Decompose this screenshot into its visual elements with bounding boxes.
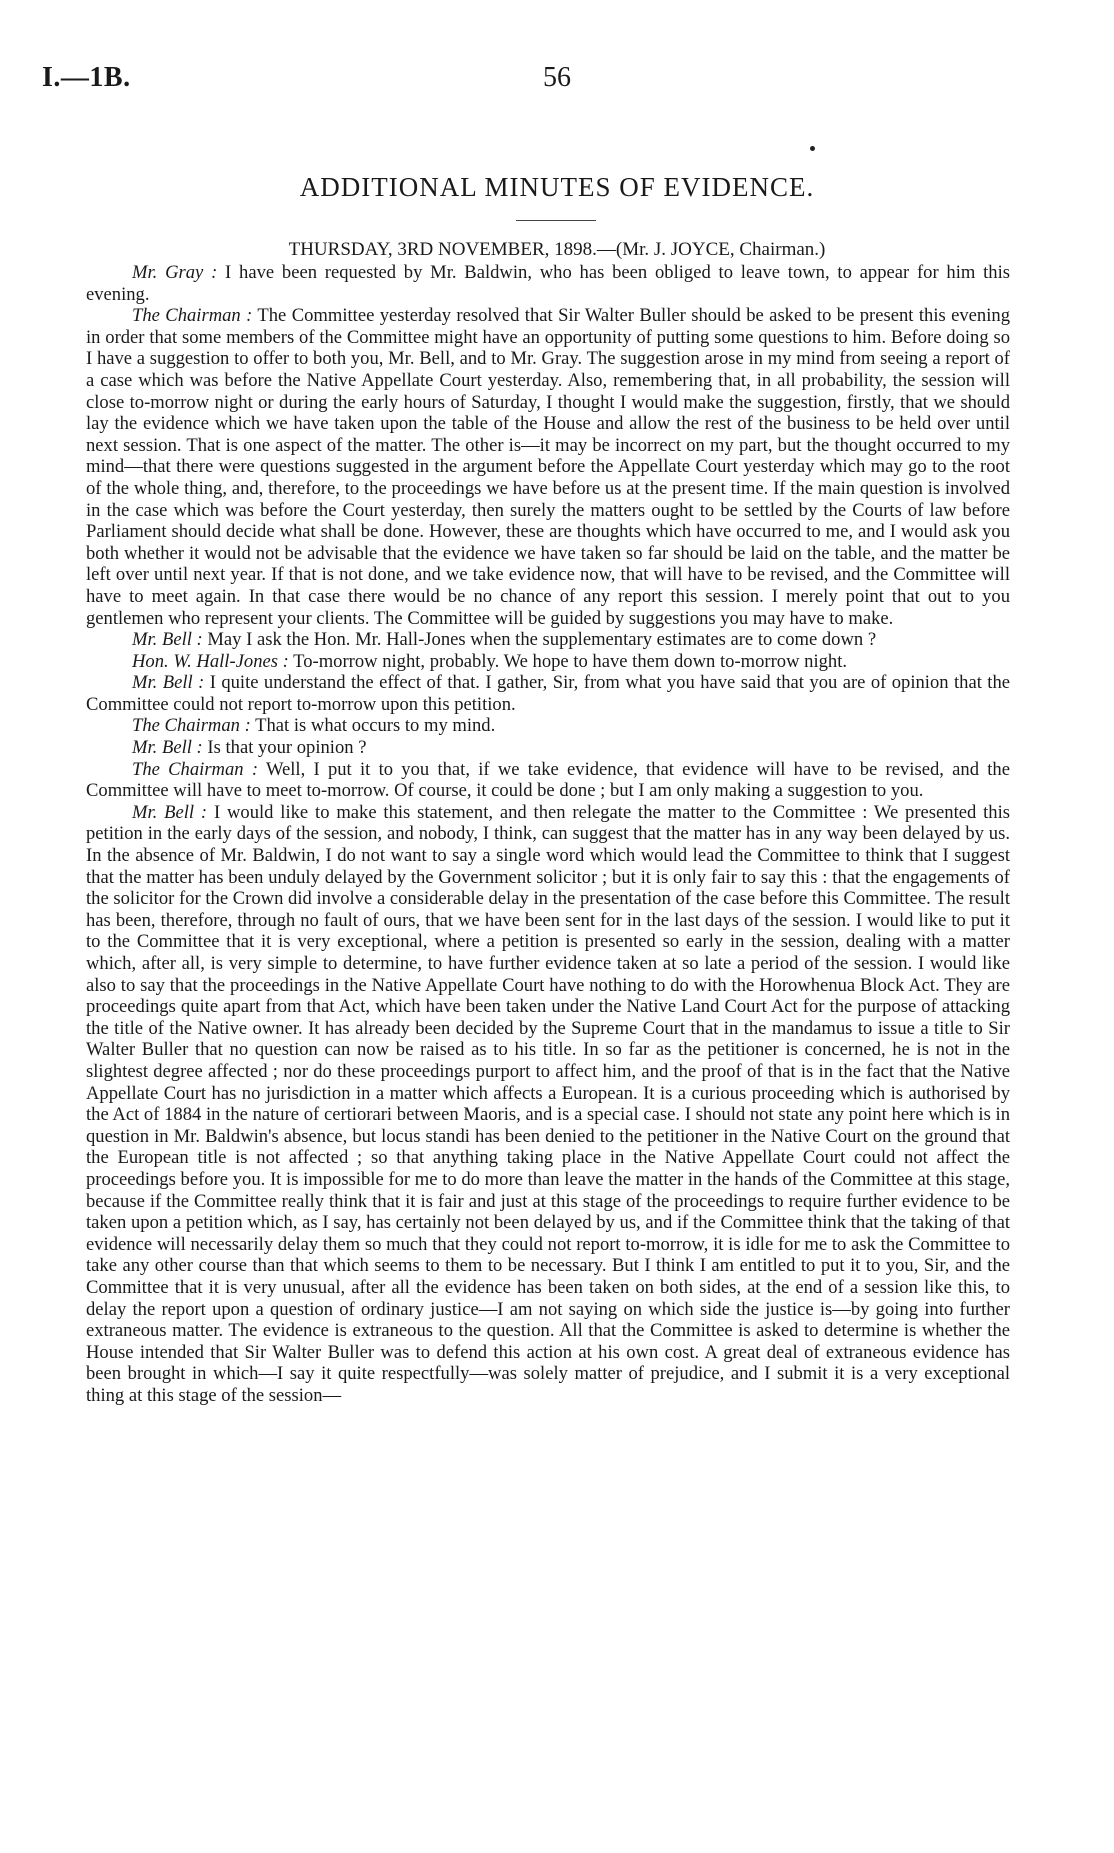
paragraph: [86, 715, 1010, 737]
paragraph: [86, 802, 1010, 1407]
speaker: Mr. Bell :: [132, 672, 205, 694]
paragraph-text: Well, I put it to you that, if we take evidence, that evidence will have to be revised, and the Committee will have to meet to-morrow. Of course, it could be done ; but I am only making a suggestion to you.: [86, 758, 1010, 802]
speaker: The Chairman :: [132, 758, 259, 780]
minutes-body: [86, 262, 1010, 1406]
speaker: The Chairman :: [132, 305, 253, 327]
paragraph-text: The Committee yesterday resolved that Sir Walter Buller should be asked to be present this evening in order that some members of the Committee might have an opportunity of putting some questions to him. Before doing so I have a suggestion to offer to both you, Mr. Bell, and to Mr. Gray. The suggestion arose in my mind from seeing a report of a case which was before the Native Appellate Court yesterday. Also, remembering that, in all probability, the session will close to-morrow night or during the early hours of Saturday, I thought I would make the suggestion, firstly, that we should lay the evidence which we have taken upon the table of the House and allow the rest of the business to be held over until next session. That is one aspect of the matter. The other is—it may be incorrect on my part, but the thought occurred to my mind—that there were questions suggested in the argument before the Appellate Court yesterday which may go to the root of the whole thing, and, therefore, to the proceedings we have before us at the present time. If the main question is involved in the case which was before the Court yesterday, then surely the matters ought to be settled by the Courts of law before Parliament should decide what shall be done. However, these are thoughts which have occurred to me, and I would ask you both whether it would not be advisable that the evidence we have taken so far should be laid on the table, and the matter be left over until next year. If that is not done, and we take evidence now, that will have to be revised, and the Committee will have to meet again. In that case there would be no chance of any report this session. I merely point that out to you gentlemen who represent your clients. The Committee will be guided by suggestions you may have to make.: [86, 305, 1010, 629]
paragraph: [86, 672, 1010, 715]
speaker: Hon. W. Hall-Jones :: [132, 650, 289, 672]
paragraph: [86, 737, 1010, 759]
paragraph-text: I would like to make this statement, and then relegate the matter to the Committee : We presented this petition in the early days of the session, and nobody, I think, can suggest that the matter has in any way been delayed by us. In the absence of Mr. Baldwin, I do not want to say a single word which would lead the Committee to think that I suggest that the matter has been unduly delayed by the Government solicitor ; but it is only fair to say this : that the engagements of the solicitor for the Crown did involve a considerable delay in the presentation of the case before this Committee. The result has been, therefore, through no fault of ours, that we have been sent for in the last days of the session. I would like to put it to the Committee that it is very exceptional, where a petition is presented so early in the session, dealing with a matter which, after all, is very simple to determine, to have further evidence taken at so late a period of the session. I would like also to say that the proceedings in the Native Appellate Court have nothing to do with the Horowhenua Block Act. They are proceedings quite apart from that Act, which have been taken under the Native Land Court Act for the purpose of attacking the title of the Native owner. It has already been decided by the Supreme Court that in the mandamus to issue a title to Sir Walter Buller that no question can now be raised as to his title. In so far as the petitioner is concerned, he is not in the slightest degree affected ; nor do these proceedings purport to affect him, and the proof of that is in the fact that the Native Appellate Court has no jurisdiction in a matter which affects a European. It is a curious proceeding which is authorised by the Act of 1884 in the nature of certiorari between Maoris, and is a special case. I should not state any point here which is in question in Mr. Baldwin's absence, but locus standi has been denied to the petitioner in the Native Court on the ground that the European title is not affected ; so that anything taking place in the Native Appellate Court could not affect the proceedings before you. It is impossible for me to do more than leave the matter in the hands of the Committee at this stage, because if the Committee really think that it is fair and just at this stage of the proceedings to require further evidence to be taken upon a petition which, as I say, has certainly not been delayed by us, and if the Committee think that the taking of that evidence will necessarily delay them so much that they could not report to-morrow, it is idle for me to ask the Committee to take any other course than that which seems to them to be necessary. But I think I am entitled to put it to you, Sir, and the Committee that it is very unusual, after all the evidence has been taken on both sides, at the end of a session like this, to delay the report upon a question of ordinary justice—I am not saying on which side the justice is—by going into further extraneous matter. The evidence is extraneous to the question. All that the Committee is asked to determine is whether the House intended that Sir Walter Buller was to defend this action at his own cost. A great deal of extraneous evidence has been brought in which—I say it quite respectfully—was solely matter of prejudice, and I submit it is a very exceptional thing at this stage of the session—: [86, 801, 1010, 1406]
paragraph-text: That is what occurs to my mind.: [250, 715, 496, 737]
paragraph: [86, 629, 1010, 651]
document-title: ADDITIONAL MINUTES OF EVIDENCE.: [299, 172, 815, 202]
title-rule: [516, 220, 596, 221]
dateline: THURSDAY, 3RD NOVEMBER, 1898.—(Mr. J. JOYCE, Chairman.): [288, 239, 826, 260]
paragraph: [86, 759, 1010, 802]
paragraph-text: I have been requested by Mr. Baldwin, who has been obliged to leave town, to appear for him this evening.: [86, 262, 1010, 305]
paragraph: [86, 305, 1010, 629]
speaker: Mr. Bell :: [132, 737, 203, 759]
page-number: 56: [543, 62, 571, 93]
paragraph: [86, 262, 1010, 305]
speaker: Mr. Bell :: [132, 629, 203, 651]
paragraph-text: To-morrow night, probably. We hope to have them down to-morrow night.: [288, 650, 848, 672]
header-ref: I.—1B.: [42, 62, 131, 93]
paragraph-text: May I ask the Hon. Mr. Hall-Jones when the supplementary estimates are to come down ?: [202, 629, 877, 651]
speaker: The Chairman :: [132, 715, 251, 737]
paragraph: [86, 651, 1010, 673]
stray-dot: [810, 146, 815, 151]
speaker: Mr. Bell :: [132, 801, 208, 823]
paragraph-text: Is that your opinion ?: [202, 737, 367, 759]
paragraph-text: I quite understand the effect of that. I gather, Sir, from what you have said that you are of opinion that the Committee could not report to-morrow upon this petition.: [86, 672, 1010, 715]
speaker: Mr. Gray :: [132, 262, 218, 283]
